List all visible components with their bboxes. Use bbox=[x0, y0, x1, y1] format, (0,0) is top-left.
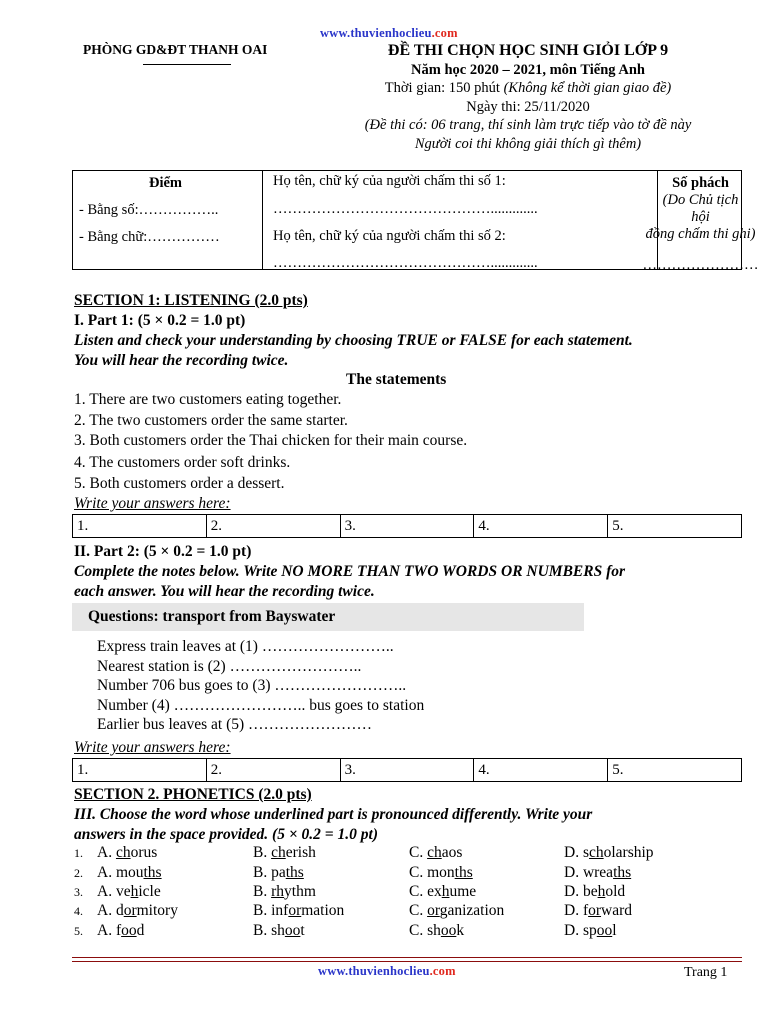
department-name: PHÒNG GD&ĐT THANH OAI bbox=[83, 42, 268, 57]
statements-heading: The statements bbox=[346, 371, 447, 388]
section2-instruction-1: III. Choose the word whose underlined part is pronounced differently. Write your bbox=[74, 806, 593, 823]
code-cell bbox=[642, 171, 759, 273]
part2-title: II. Part 2: (5 × 0.2 = 1.0 pt) bbox=[74, 543, 252, 560]
option-a[interactable]: A. food bbox=[97, 922, 145, 939]
score-cell bbox=[73, 171, 263, 269]
answer-cell-1[interactable]: 1. bbox=[73, 515, 207, 537]
option-c[interactable]: C. exhume bbox=[409, 883, 477, 900]
answer-table-1 bbox=[72, 514, 742, 538]
option-d[interactable]: D. behold bbox=[564, 883, 626, 900]
write-answers-label-1: Write your answers here: bbox=[74, 495, 231, 512]
part1-title: I. Part 1: (5 × 0.2 = 1.0 pt) bbox=[74, 312, 246, 329]
question-number: 3. bbox=[74, 885, 83, 899]
grader-cell bbox=[263, 171, 658, 269]
score-label: Điểm bbox=[149, 175, 183, 191]
website-footer[interactable] bbox=[318, 964, 456, 979]
score-numeric[interactable]: - Bằng số:…………….. bbox=[79, 202, 219, 218]
website-header[interactable] bbox=[320, 26, 458, 41]
option-d[interactable]: D. wreaths bbox=[564, 864, 632, 881]
grader1-label: Họ tên, chữ ký của người chấm thi số 1: bbox=[273, 173, 506, 189]
section2-title: SECTION 2. PHONETICS (2.0 pts) bbox=[74, 786, 312, 803]
option-a[interactable]: A. vehicle bbox=[97, 883, 161, 900]
answer-table-2 bbox=[72, 758, 742, 782]
part1-instruction-2: You will hear the recording twice. bbox=[74, 352, 289, 369]
score-words[interactable]: - Bằng chữ:…………… bbox=[79, 229, 220, 245]
notes-box bbox=[72, 603, 584, 739]
answer-cell-4[interactable]: 4. bbox=[474, 515, 608, 537]
website-domain: .com bbox=[431, 26, 458, 40]
footer-rule bbox=[72, 957, 742, 958]
code-label: Số phách bbox=[672, 175, 729, 191]
statement-5: 5. Both customers order a dessert. bbox=[74, 475, 285, 492]
website-name: www.thuvienhoclieu bbox=[320, 26, 432, 40]
note-1[interactable]: Express train leaves at (1) …………………….. bbox=[97, 638, 394, 655]
option-a[interactable]: A. mouths bbox=[97, 864, 162, 881]
option-b[interactable]: B. rhythm bbox=[253, 883, 316, 900]
part2-instruction-2: each answer. You will hear the recording twice. bbox=[74, 583, 375, 600]
option-d[interactable]: D. forward bbox=[564, 902, 633, 919]
page-number: Trang 1 bbox=[684, 965, 728, 980]
note-2[interactable]: Nearest station is (2) …………………….. bbox=[97, 657, 362, 675]
website-domain: .com bbox=[429, 964, 456, 978]
answer-cell-4[interactable]: 4. bbox=[474, 759, 608, 781]
grader2-field[interactable]: ………………………………………............. bbox=[273, 255, 538, 271]
code-field[interactable]: …………………… bbox=[642, 257, 759, 273]
exam-duration bbox=[332, 79, 724, 98]
question-number: 4. bbox=[74, 904, 83, 918]
note-3[interactable]: Number 706 bus goes to (3) …………………….. bbox=[97, 677, 407, 694]
school-year: Năm học 2020 – 2021, môn Tiếng Anh bbox=[411, 61, 645, 78]
exam-note-1: (Đề thi có: 06 trang, thí sinh làm trực tiếp vào tờ đề này bbox=[364, 117, 692, 133]
code-note-2: đồng chấm thi ghi) bbox=[645, 226, 756, 242]
part1-instruction-1: Listen and check your understanding by choosing TRUE or FALSE for each statement. bbox=[74, 332, 633, 349]
option-b[interactable]: B. shoot bbox=[253, 922, 305, 939]
option-a[interactable]: A. dormitory bbox=[97, 902, 178, 919]
statement-1: 1. There are two customers eating together. bbox=[74, 391, 342, 408]
exam-date: Ngày thi: 25/11/2020 bbox=[466, 98, 590, 115]
note-4[interactable]: Number (4) …………………….. bus goes to station bbox=[97, 696, 425, 714]
section2-instruction-2: answers in the space provided. (5 × 0.2 = 1.0 pt) bbox=[74, 826, 378, 843]
note-5[interactable]: Earlier bus leaves at (5) …………………… bbox=[97, 716, 373, 733]
answer-cell-3[interactable]: 3. bbox=[341, 515, 475, 537]
notes-list bbox=[72, 631, 584, 735]
exam-title: ĐỀ THI CHỌN HỌC SINH GIỎI LỚP 9 bbox=[387, 42, 669, 59]
duration-note: (Không kể thời gian giao đề) bbox=[503, 80, 672, 96]
statement-4: 4. The customers order soft drinks. bbox=[74, 454, 291, 471]
option-d[interactable]: D. spool bbox=[564, 922, 617, 939]
grader2-label: Họ tên, chữ ký của người chấm thi số 2: bbox=[273, 228, 506, 244]
option-d[interactable]: D. scholarship bbox=[564, 844, 654, 861]
score-table bbox=[72, 170, 759, 273]
exam-header bbox=[332, 42, 724, 153]
question-number: 2. bbox=[74, 866, 83, 880]
code-note-1: (Do Chủ tịch hội bbox=[662, 192, 739, 225]
option-c[interactable]: C. organization bbox=[409, 902, 505, 919]
grader1-field[interactable]: ………………………………………............. bbox=[273, 201, 538, 217]
question-number: 5. bbox=[74, 924, 83, 938]
option-c[interactable]: C. months bbox=[409, 864, 473, 881]
option-b[interactable]: B. information bbox=[253, 902, 345, 919]
part2-instruction-1: Complete the notes below. Write NO MORE THAN TWO WORDS OR NUMBERS for bbox=[74, 563, 626, 580]
answer-cell-2[interactable]: 2. bbox=[207, 759, 341, 781]
notes-title: Questions: transport from Bayswater bbox=[72, 603, 584, 631]
option-b[interactable]: B. paths bbox=[253, 864, 304, 881]
answer-cell-5[interactable]: 5. bbox=[612, 762, 624, 778]
option-c[interactable]: C. chaos bbox=[409, 844, 463, 861]
option-a[interactable]: A. chorus bbox=[97, 844, 158, 861]
answer-cell-5[interactable]: 5. bbox=[612, 518, 624, 534]
statement-3: 3. Both customers order the Thai chicken for their main course. bbox=[74, 432, 468, 449]
option-b[interactable]: B. cherish bbox=[253, 844, 316, 861]
statement-2: 2. The two customers order the same starter. bbox=[74, 412, 348, 429]
option-c[interactable]: C. shook bbox=[409, 922, 465, 939]
department-underline bbox=[143, 64, 231, 65]
duration-text: Thời gian: 150 phút bbox=[384, 80, 504, 96]
question-number: 1. bbox=[74, 846, 83, 860]
answer-cell-1[interactable]: 1. bbox=[73, 759, 207, 781]
website-name: www.thuvienhoclieu bbox=[318, 964, 430, 978]
answer-cell-2[interactable]: 2. bbox=[207, 515, 341, 537]
exam-note-2: Người coi thi không giải thích gì thêm) bbox=[414, 135, 642, 152]
write-answers-label-2: Write your answers here: bbox=[74, 739, 231, 756]
answer-cell-3[interactable]: 3. bbox=[341, 759, 475, 781]
section1-title: SECTION 1: LISTENING (2.0 pts) bbox=[74, 292, 308, 309]
footer-rule-thin bbox=[72, 961, 742, 962]
